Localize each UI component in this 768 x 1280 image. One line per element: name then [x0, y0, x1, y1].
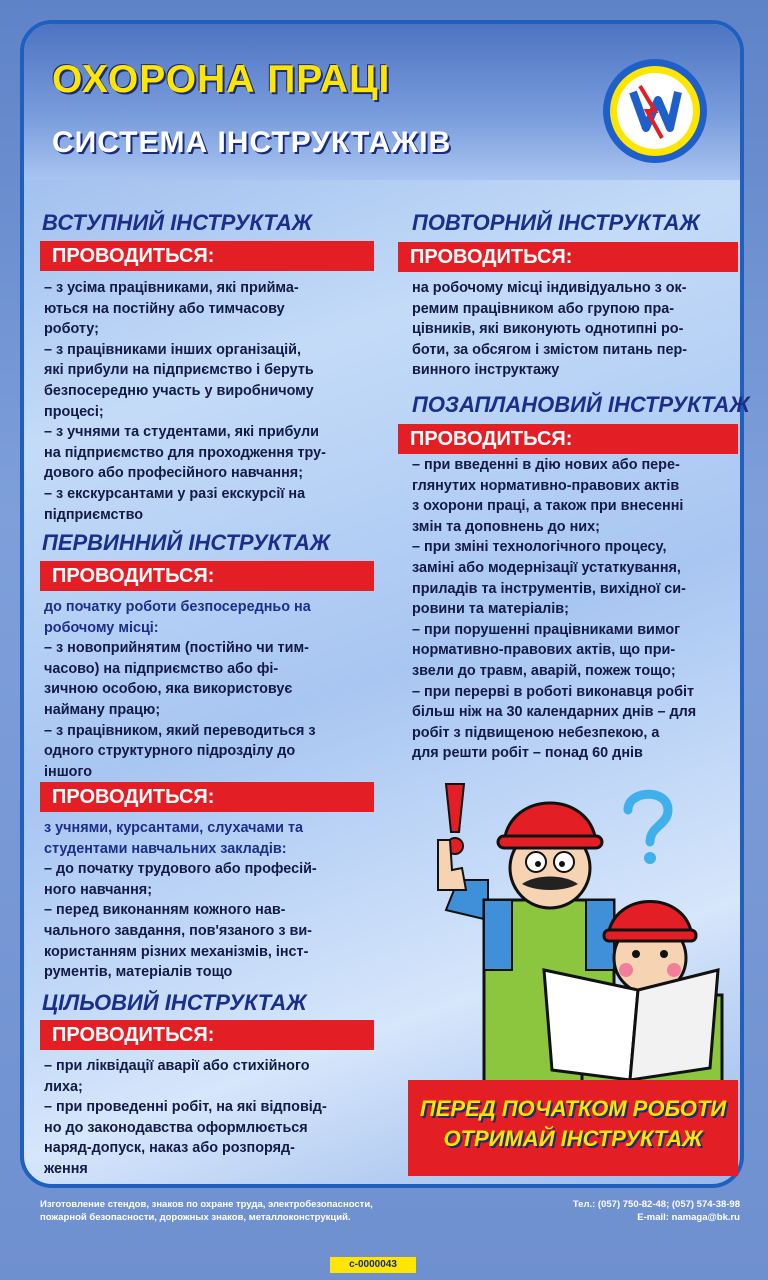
footer-email: E-mail: namaga@bk.ru	[637, 1212, 740, 1223]
page-title: ОХОРОНА ПРАЦІ	[52, 58, 391, 101]
footer-contacts	[573, 1198, 740, 1224]
footer-info	[40, 1198, 480, 1224]
workers-illustration	[418, 770, 736, 1100]
slogan-line-1: ПЕРЕД ПОЧАТКОМ РОБОТИ	[419, 1096, 727, 1121]
section-bar-tsilovyi: ПРОВОДИТЬСЯ:	[40, 1020, 374, 1050]
section-body-pervynnyi-2: з учнями, курсантами, слухачами та студентами навчальних закладів: – до початку трудового або професій- ного навчання; – перед виконанням кожного нав- чального завдання, пов'язаного з ви- користанням різних механізмів, інст- рументів, матеріалів тощо	[44, 820, 317, 981]
section-title-pervynnyi: ПЕРВИННИЙ ІНСТРУКТАЖ	[42, 530, 331, 555]
question-icon	[628, 794, 668, 864]
section-body-pervynnyi: до початку роботи безпосередньо на робочому місці: – з новоприйнятим (постійно чи тим- часово) на підприємство або фі- зичною особою, яка використовує найману працю; – з працівником, який переводиться з одного структурного підрозділу до іншого	[44, 599, 316, 780]
section-title-tsilovyi: ЦІЛЬОВИЙ ІНСТРУКТАЖ	[42, 990, 307, 1015]
section-body-povtornyi: на робочому місці індивідуально з ок- ремим працівником або групою пра- цівників, які виконують однотипні ро- боти, за обсягом і змістом питань пер- винного інструктажу	[412, 280, 688, 379]
product-code-badge: с-0000043	[330, 1257, 416, 1273]
page-subtitle: СИСТЕМА ІНСТРУКТАЖІВ	[52, 126, 452, 159]
footer-info-line-1: Изготовление стендов, знаков по охране труда, электробезопасности,	[40, 1199, 373, 1210]
section-body-vstupnyi: – з усіма працівниками, які прийма- ються на постійну або тимчасову роботу; – з працівниками інших організацій, які прибули на підприємство і беруть безпосередню участь у виробничому процесі; – з учнями та студентами, які прибули на підприємство для проходження тру- дового або професійного навчання; – з екскурсантами у разі екскурсії на підприємство	[44, 280, 326, 523]
section-body-pozaplanovyi: – при введенні в дію нових або пере- глянутих нормативно-правових актів з охорони праці, а також при внесенні змін та доповнень до них; – при зміні технологічного процесу, заміні або модернізації устаткування, приладів та інструментів, вихідної си- ровини та матеріалів; – при порушенні працівниками вимог нормативно-правових актів, що при- звели до травм, аварій, пожеж тощо; – при перерві в роботі виконавця робіт більш ніж на 30 календарних днів – для робіт з підвищеною небезпекою, а для решти робіт – понад 60 днів	[412, 457, 697, 762]
section-body-tsilovyi: – при ліквідації аварії або стихійного лиха; – при проведенні робіт, на які відповід- но до законодавства оформлюється наряд-допуск, наказ або розпоряд- ження	[44, 1058, 327, 1177]
footer-phones: Тел.: (057) 750-82-48; (057) 574-38-98	[572, 1199, 740, 1210]
section-title-povtornyi: ПОВТОРНИЙ ІНСТРУКТАЖ	[412, 210, 700, 235]
section-title-pozaplanovyi: ПОЗАПЛАНОВИЙ ІНСТРУКТАЖ	[412, 392, 750, 417]
section-bar-povtornyi: ПРОВОДИТЬСЯ:	[398, 242, 738, 272]
section-bar-vstupnyi: ПРОВОДИТЬСЯ:	[40, 241, 374, 271]
section-bar-pervynnyi-2: ПРОВОДИТЬСЯ:	[40, 782, 374, 812]
slogan-line-2: ОТРИМАЙ ІНСТРУКТАЖ	[443, 1126, 703, 1151]
footer-info-line-2: пожарной безопасности, дорожных знаков, металлоконструкций.	[40, 1212, 351, 1223]
section-bar-pervynnyi: ПРОВОДИТЬСЯ:	[40, 561, 374, 591]
section-bar-pozaplanovyi: ПРОВОДИТЬСЯ:	[398, 424, 738, 454]
slogan-banner	[408, 1080, 738, 1176]
section-title-vstupnyi: ВСТУПНИЙ ІНСТРУКТАЖ	[42, 210, 313, 235]
company-logo-icon	[600, 56, 710, 166]
